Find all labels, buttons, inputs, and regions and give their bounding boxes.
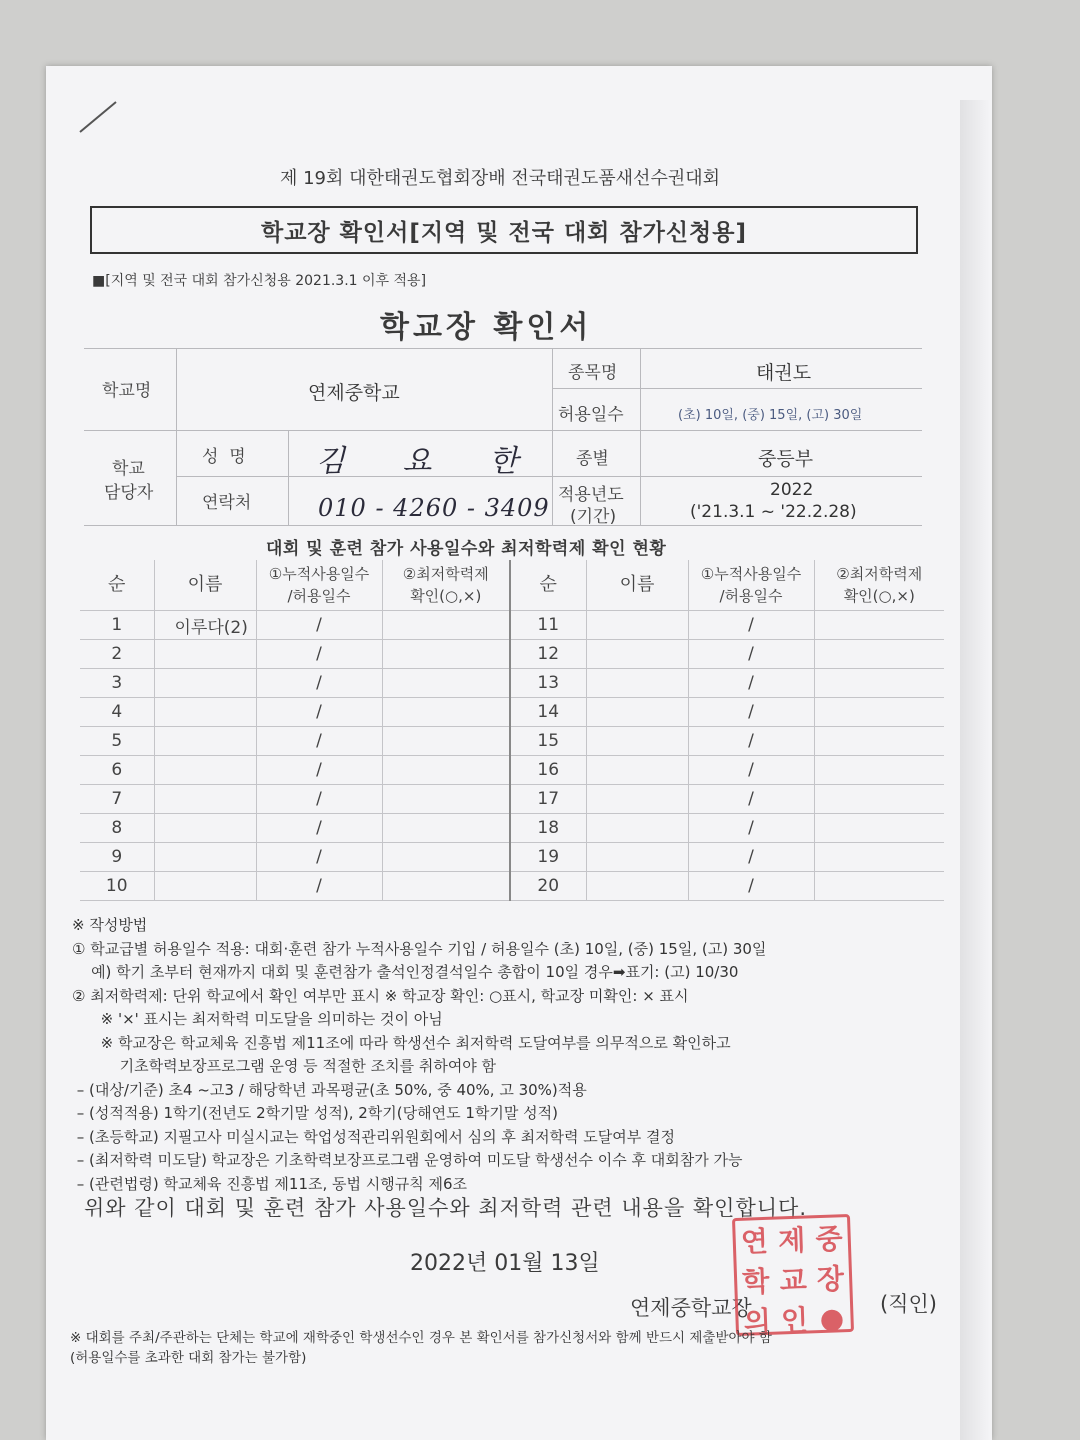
- row-no: 2: [80, 640, 154, 669]
- row-no: 10: [80, 872, 154, 901]
- col-check-left: ②최저학력제 확인(○,×): [382, 560, 510, 611]
- note-line: – (관련법령) 학교체육 진흥법 제11조, 동법 시행규칙 제6조: [72, 1174, 468, 1193]
- row-check: [382, 669, 510, 698]
- official-seal-stamp: 연 제 중 학 교 장 의 인 ●: [732, 1214, 854, 1336]
- contact-value: 010 - 4260 - 3409: [318, 494, 550, 522]
- row-check: [382, 872, 510, 901]
- note-line: – (대상/기준) 초4 ~고3 / 해당학년 과목평균(초 50%, 중 40%, 고 30%)적용: [72, 1080, 587, 1099]
- row-name: [586, 785, 688, 814]
- manager-name-value: 김 요 한: [316, 444, 543, 479]
- note-line: ② 최저학력제: 단위 학교에서 확인 여부만 표시 ※ 학교장 확인: ○표시, 학교장 미확인: × 표시: [72, 986, 689, 1005]
- note-line: ※ 작성방법: [72, 916, 148, 934]
- row-no: 15: [510, 727, 586, 756]
- row-check: [814, 872, 944, 901]
- table-row: [80, 698, 944, 727]
- applied-year-label: 적용년도: [558, 485, 624, 505]
- row-days: /: [256, 843, 382, 872]
- event-value: 태권도: [756, 362, 812, 384]
- row-check: [382, 640, 510, 669]
- row-check: [814, 727, 944, 756]
- row-days: /: [256, 727, 382, 756]
- row-check: [814, 640, 944, 669]
- row-name: [586, 872, 688, 901]
- row-name: [154, 640, 256, 669]
- col-check-right: ②최저학력제 확인(○,×): [814, 560, 944, 611]
- row-days: /: [688, 756, 814, 785]
- row-no: 8: [80, 814, 154, 843]
- row-check: [382, 756, 510, 785]
- row-days: /: [688, 785, 814, 814]
- event-label: 종목명: [568, 363, 618, 383]
- note-line: 예) 학기 초부터 현재까지 대회 및 훈련참가 출석인정결석일수 총합이 10일 경우➡표기: (고) 10/30: [72, 963, 739, 981]
- school-name-value: 연제중학교: [308, 382, 400, 404]
- pen-mark: [76, 96, 136, 136]
- col-no-right: 순: [510, 560, 586, 611]
- allowed-days-label: 허용일수: [558, 405, 624, 425]
- row-days: /: [688, 843, 814, 872]
- principal-signature: 연제중학교장: [630, 1296, 752, 1320]
- col-days-right: ①누적사용일수 /허용일수: [688, 560, 814, 611]
- row-no: 19: [510, 843, 586, 872]
- document-title: 학교장 확인서: [380, 310, 593, 345]
- note-line: – (성적적용) 1학기(전년도 2학기말 성적), 2학기(당해연도 1학기말 성적): [72, 1104, 558, 1122]
- row-days: /: [688, 814, 814, 843]
- row-check: [382, 814, 510, 843]
- seal-label: (직인): [880, 1292, 937, 1316]
- table-row: [80, 727, 944, 756]
- row-days: /: [256, 785, 382, 814]
- row-no: 5: [80, 727, 154, 756]
- col-days-left: ①누적사용일수 /허용일수: [256, 560, 382, 611]
- row-no: 13: [510, 669, 586, 698]
- row-name: [586, 843, 688, 872]
- row-days: /: [256, 611, 382, 640]
- applied-year-value: 2022: [770, 480, 814, 500]
- col-name-left: 이름: [154, 560, 256, 611]
- submission-footnote: [70, 1328, 772, 1368]
- row-no: 11: [510, 611, 586, 640]
- note-line: – (초등학교) 지필고사 미실시교는 학업성적관리위원회에서 심의 후 최저학력 도달여부 결정: [72, 1127, 676, 1146]
- row-name: 이루다(2): [154, 611, 256, 640]
- row-name: [586, 698, 688, 727]
- row-check: [814, 611, 944, 640]
- paper-shadow: [960, 100, 990, 1440]
- row-name: [586, 814, 688, 843]
- table-row: [80, 785, 944, 814]
- footnote-line: (허용일수를 초과한 대회 참가는 불가함): [70, 1350, 307, 1366]
- row-days: /: [688, 611, 814, 640]
- row-name: [586, 611, 688, 640]
- row-name: [154, 698, 256, 727]
- row-days: /: [256, 756, 382, 785]
- row-check: [382, 698, 510, 727]
- row-days: /: [688, 640, 814, 669]
- row-days: /: [256, 698, 382, 727]
- usage-section-title: 대회 및 훈련 참가 사용일수와 최저학력제 확인 현황: [266, 539, 667, 559]
- row-no: 6: [80, 756, 154, 785]
- confirmation-statement: 위와 같이 대회 및 훈련 참가 사용일수와 최저학력 관련 내용을 확인합니다.: [84, 1196, 808, 1220]
- col-name-right: 이름: [586, 560, 688, 611]
- row-no: 1: [80, 611, 154, 640]
- note-line: ※ '×' 표시는 최저학력 미도달을 의미하는 것이 아님: [72, 1010, 443, 1028]
- row-name: [154, 814, 256, 843]
- period-value: ('21.3.1 ~ '22.2.28): [690, 502, 857, 522]
- manager-label-line1: 학교: [112, 459, 145, 479]
- row-name: [154, 727, 256, 756]
- school-info-grid: [84, 348, 922, 526]
- row-name: [586, 669, 688, 698]
- row-name: [154, 843, 256, 872]
- row-name: [586, 640, 688, 669]
- table-row: [80, 640, 944, 669]
- row-no: 12: [510, 640, 586, 669]
- row-check: [382, 785, 510, 814]
- row-days: /: [256, 814, 382, 843]
- table-row: [80, 843, 944, 872]
- row-check: [814, 785, 944, 814]
- note-line: ※ 학교장은 학교체육 진흥법 제11조에 따라 학생선수 최저학력 도달여부를 의무적으로 확인하고: [72, 1033, 731, 1052]
- row-days: /: [256, 669, 382, 698]
- row-name: [586, 756, 688, 785]
- issue-date: 2022년 01월 13일: [410, 1251, 600, 1276]
- row-no: 9: [80, 843, 154, 872]
- usage-table: [80, 560, 944, 901]
- row-name: [154, 785, 256, 814]
- row-name: [154, 669, 256, 698]
- category-value: 중등부: [758, 448, 814, 470]
- note-line: – (최저학력 미도달) 학교장은 기초학력보장프로그램 운영하여 미도달 학생선수 이수 후 대회참가 가능: [72, 1151, 743, 1169]
- table-row: [80, 756, 944, 785]
- row-check: [814, 669, 944, 698]
- row-check: [382, 727, 510, 756]
- row-no: 14: [510, 698, 586, 727]
- table-row: [80, 814, 944, 843]
- usage-table-header: [80, 560, 944, 611]
- contact-label: 연락처: [202, 493, 252, 513]
- applicability-note: ■[지역 및 전국 대회 참가신청용 2021.3.1 이후 적용]: [92, 273, 427, 289]
- school-name-label: 학교명: [102, 381, 152, 401]
- row-no: 18: [510, 814, 586, 843]
- row-check: [814, 843, 944, 872]
- row-no: 17: [510, 785, 586, 814]
- allowed-days-value: (초) 10일, (중) 15일, (고) 30일: [678, 408, 863, 423]
- row-no: 3: [80, 669, 154, 698]
- row-name: [154, 872, 256, 901]
- row-check: [382, 611, 510, 640]
- row-no: 16: [510, 756, 586, 785]
- row-name: [586, 727, 688, 756]
- footnote-line: ※ 대회를 주최/주관하는 단체는 학교에 재학중인 학생선수인 경우 본 확인서를 참가신청서와 함께 반드시 제출받아야 함: [70, 1330, 772, 1346]
- manager-name-label: 성 명: [202, 447, 246, 467]
- competition-title: 제 19회 대한태권도협회장배 전국태권도품새선수권대회: [280, 168, 720, 189]
- row-no: 7: [80, 785, 154, 814]
- row-check: [382, 843, 510, 872]
- row-days: /: [256, 872, 382, 901]
- manager-label-line2: 담당자: [104, 483, 154, 503]
- col-no-left: 순: [80, 560, 154, 611]
- row-check: [814, 814, 944, 843]
- row-check: [814, 756, 944, 785]
- row-days: /: [688, 698, 814, 727]
- table-row: [80, 611, 944, 640]
- row-no: 20: [510, 872, 586, 901]
- table-row: [80, 669, 944, 698]
- row-check: [814, 698, 944, 727]
- row-days: /: [256, 640, 382, 669]
- note-line: ① 학교급별 허용일수 적용: 대회·훈련 참가 누적사용일수 기입 / 허용일수 (초) 10일, (중) 15일, (고) 30일: [72, 939, 767, 958]
- row-name: [154, 756, 256, 785]
- form-box-title: [90, 206, 918, 254]
- instructions-notes: [72, 914, 952, 1196]
- period-label: (기간): [570, 507, 617, 527]
- row-days: /: [688, 669, 814, 698]
- row-no: 4: [80, 698, 154, 727]
- form-box-title-text: 학교장 확인서[지역 및 전국 대회 참가신청용]: [261, 219, 747, 246]
- row-days: /: [688, 872, 814, 901]
- note-line: 기초학력보장프로그램 운영 등 적절한 조치를 취하여야 함: [72, 1057, 497, 1075]
- row-days: /: [688, 727, 814, 756]
- table-row: [80, 872, 944, 901]
- category-label: 종별: [576, 449, 609, 469]
